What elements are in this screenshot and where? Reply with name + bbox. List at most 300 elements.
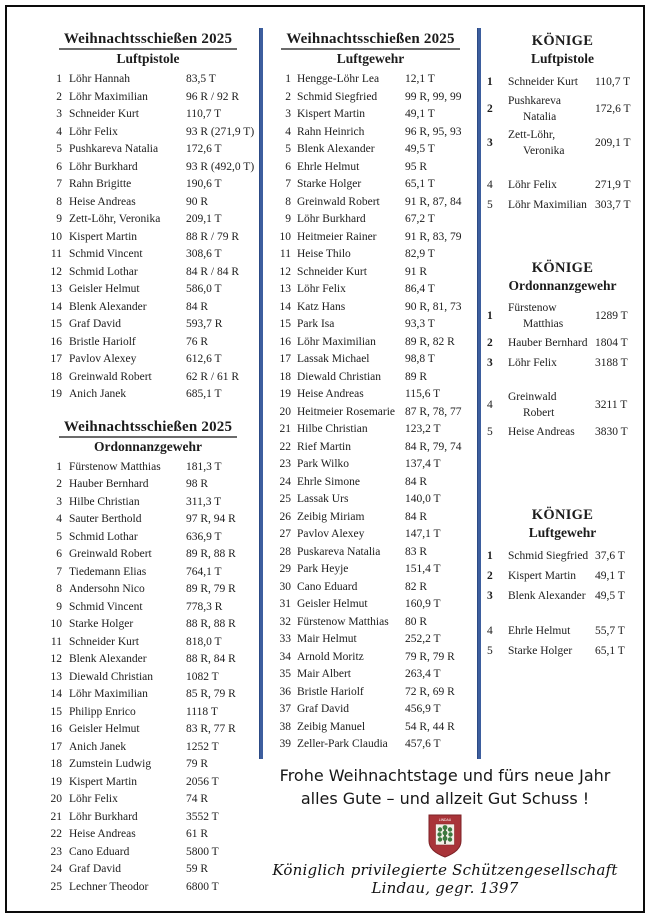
- shooter-name: Blenk Alexander: [69, 300, 147, 313]
- result-row: [269, 281, 472, 299]
- result-row: [38, 246, 258, 264]
- score: 98 R: [186, 478, 209, 490]
- score: 62 R / 61 R: [186, 370, 240, 383]
- koenige-luftgewehr: [487, 506, 638, 662]
- result-row: [38, 351, 258, 369]
- shooter-name: Andersohn Nico: [69, 583, 145, 595]
- section-title: Weihnachtsschießen 2025: [59, 31, 237, 50]
- rank: 1: [487, 310, 493, 322]
- rank: 7: [285, 178, 291, 190]
- lindau-crest-icon: [428, 814, 462, 858]
- result-row: [269, 264, 472, 282]
- section-luftpistole: [38, 30, 258, 404]
- koenige-discipline: Luftpistole: [530, 51, 594, 66]
- result-row: [269, 614, 472, 632]
- shooter-name: Löhr Maximilian: [69, 688, 148, 700]
- section-header: [269, 30, 472, 67]
- rank: 11: [50, 248, 62, 260]
- score: 1118 T: [186, 705, 218, 718]
- shooter-name: Park Isa: [297, 318, 335, 330]
- score: 84 R: [405, 475, 428, 488]
- shooter-name: Hengge-Löhr Lea: [297, 73, 380, 85]
- result-row: [38, 756, 258, 774]
- shooter-name: Sauter Berthold: [69, 513, 142, 525]
- rank: 9: [285, 213, 291, 225]
- shooter-name: Lassak Michael: [297, 353, 370, 365]
- koenige-header: [487, 32, 638, 68]
- result-row: [269, 561, 472, 579]
- result-row: [38, 141, 258, 159]
- shooter-name: Löhr Felix: [297, 283, 346, 295]
- footer: [248, 764, 642, 897]
- rank: 17: [50, 740, 62, 753]
- result-row: [269, 649, 472, 667]
- rank: 13: [50, 670, 62, 683]
- score: 115,6 T: [405, 388, 441, 400]
- rank: 17: [279, 353, 291, 365]
- score: 85 R, 79 R: [186, 688, 236, 700]
- koenige-row: [487, 196, 638, 214]
- result-row: [38, 634, 258, 652]
- score: 91 R, 83, 79: [405, 230, 462, 243]
- shooter-name: Blenk Alexander: [69, 653, 147, 665]
- rank: 2: [487, 337, 493, 349]
- rank: 2: [285, 90, 291, 103]
- score: 98,8 T: [405, 353, 435, 365]
- koenige-discipline: Ordonnanzgewehr: [508, 278, 617, 293]
- result-row: [38, 791, 258, 809]
- rank: 11: [279, 248, 291, 260]
- result-row: [38, 721, 258, 739]
- score: 209,1 T: [595, 137, 631, 149]
- rank: 13: [50, 283, 62, 295]
- result-row: [269, 526, 472, 544]
- score: 457,6 T: [405, 738, 441, 750]
- rank: 8: [285, 195, 291, 208]
- shooter-name: Diewald Christian: [69, 670, 153, 683]
- score: 61 R: [186, 828, 209, 840]
- shooter-name: Lechner Theodor: [69, 880, 149, 893]
- shooter-name: Starke Holger: [69, 618, 134, 630]
- result-row: [269, 491, 472, 509]
- koenige-row: [487, 176, 638, 194]
- shooter-name: Heise Andreas: [69, 828, 136, 840]
- koenige-row: [487, 73, 638, 91]
- result-row: [38, 669, 258, 687]
- rank: 4: [487, 399, 493, 411]
- shooter-name: Heise Andreas: [69, 195, 136, 208]
- score: 90 R, 81, 73: [405, 300, 462, 313]
- rank: 3: [487, 357, 493, 369]
- koenige-title: KÖNIGE: [531, 260, 594, 276]
- section-title: Weihnachtsschießen 2025: [281, 31, 459, 50]
- koenige-row: [487, 587, 638, 605]
- score: 172,6 T: [186, 143, 222, 155]
- shooter-name: Schmid Siegfried: [508, 550, 589, 562]
- section-ordonnanzgewehr: [38, 418, 258, 897]
- score: 49,1 T: [595, 570, 625, 582]
- rank: 25: [279, 493, 291, 505]
- score: 82 R: [405, 580, 428, 593]
- shooter-name: Heise Andreas: [297, 388, 364, 400]
- score: 79 R: [186, 758, 209, 770]
- result-row: [38, 809, 258, 827]
- result-row: [38, 386, 258, 404]
- result-row: [38, 616, 258, 634]
- rank: 7: [56, 178, 62, 190]
- shooter-name: Ehrle Simone: [297, 475, 360, 488]
- shooter-name: Anich Janek: [69, 388, 127, 400]
- shooter-name: Schneider Kurt: [508, 76, 578, 88]
- shooter-name: Rahn Brigitte: [69, 178, 132, 190]
- shooter-name: Rief Martin: [297, 440, 351, 453]
- rank: 21: [279, 423, 291, 435]
- shooter-name: Geisler Helmut: [297, 598, 368, 610]
- koenige-list: [487, 300, 638, 441]
- society-name: Königlich privilegierte Schützengesellschaft Lindau, gegr. 1397: [272, 861, 618, 897]
- koenige-row: [487, 127, 638, 159]
- result-row: [269, 439, 472, 457]
- rank: 11: [50, 635, 62, 648]
- result-row: [38, 176, 258, 194]
- rank: 35: [279, 668, 291, 680]
- rank: 1: [487, 76, 493, 88]
- koenige-row: [487, 389, 638, 421]
- result-row: [269, 421, 472, 439]
- greeting-line-1: Frohe Weihnachtstage und fürs neue Jahr: [279, 766, 611, 785]
- rank: 3: [56, 108, 62, 120]
- score: 80 R: [405, 615, 428, 628]
- column-koenige: [487, 30, 638, 770]
- shooter-name: Greinwald Robert: [508, 391, 557, 419]
- koenige-header: [487, 259, 638, 295]
- rank: 15: [279, 318, 291, 330]
- score: 140,0 T: [405, 493, 441, 505]
- score: 1289 T: [595, 310, 628, 322]
- score: 84 R: [186, 300, 209, 313]
- rank: 1: [285, 73, 291, 85]
- score: 55,7 T: [595, 625, 625, 637]
- result-row: [269, 351, 472, 369]
- score: 90 R: [186, 195, 209, 208]
- result-row: [38, 124, 258, 142]
- result-row: [38, 316, 258, 334]
- rank: 5: [56, 530, 62, 543]
- rank: 8: [56, 583, 62, 595]
- rank: 31: [279, 598, 291, 610]
- score: 99 R, 99, 99: [405, 90, 462, 103]
- shooter-name: Kispert Martin: [508, 570, 577, 582]
- rank: 12: [279, 265, 291, 278]
- score: 123,2 T: [405, 423, 441, 435]
- result-row: [269, 89, 472, 107]
- score: 49,1 T: [405, 108, 435, 120]
- shooter-name: Graf David: [69, 863, 122, 875]
- shooter-name: Schneider Kurt: [69, 635, 139, 648]
- result-row: [269, 106, 472, 124]
- shooter-name: Schneider Kurt: [297, 265, 367, 278]
- rank: 22: [279, 440, 291, 453]
- shooter-name: Philipp Enrico: [69, 705, 136, 718]
- shooter-name: Geisler Helmut: [69, 283, 140, 295]
- rank: 33: [279, 633, 291, 645]
- rank: 4: [487, 179, 493, 191]
- score: 172,6 T: [595, 103, 631, 115]
- koenige-row: [487, 334, 638, 352]
- shooter-name: Starke Holger: [297, 178, 362, 190]
- rank: 3: [487, 137, 493, 149]
- greeting-line-2: alles Gute – und allzeit Gut Schuss !: [300, 789, 590, 808]
- score: 93 R (492,0 T): [186, 160, 255, 173]
- koenige-row: [487, 622, 638, 640]
- result-list-luftpistole: [38, 71, 258, 404]
- column-luftgewehr: [269, 30, 472, 754]
- shooter-name: Greinwald Robert: [69, 370, 152, 383]
- score: 12,1 T: [405, 73, 435, 85]
- score: 311,3 T: [186, 495, 222, 508]
- score: 5800 T: [186, 845, 219, 858]
- shooter-name: Löhr Burkhard: [297, 213, 366, 225]
- score: 89 R, 82 R: [405, 335, 455, 348]
- score: 88 R, 84 R: [186, 653, 236, 665]
- result-row: [269, 124, 472, 142]
- result-row: [38, 264, 258, 282]
- shooter-name: Arnold Moritz: [297, 650, 364, 663]
- result-row: [38, 581, 258, 599]
- rank: 5: [487, 645, 493, 657]
- rank: 24: [279, 475, 291, 488]
- result-row: [269, 176, 472, 194]
- shooter-name: Löhr Felix: [508, 179, 557, 191]
- shooter-name: Katz Hans: [297, 300, 346, 313]
- result-row: [38, 844, 258, 862]
- rank: 19: [50, 775, 62, 788]
- result-row: [269, 596, 472, 614]
- section-discipline: Luftgewehr: [336, 51, 405, 66]
- rank: 5: [285, 143, 291, 155]
- shooter-name: Heitmeier Rosemarie: [297, 405, 396, 418]
- result-row: [38, 739, 258, 757]
- rank: 15: [50, 318, 62, 330]
- shooter-name: Schmid Lothar: [69, 530, 138, 543]
- result-row: [269, 474, 472, 492]
- shooter-name: Hauber Bernhard: [69, 478, 149, 490]
- score: 88 R, 88 R: [186, 618, 236, 630]
- score: 96 R / 92 R: [186, 90, 240, 103]
- rank: 6: [285, 160, 291, 173]
- rank: 2: [56, 90, 62, 103]
- rank: 2: [487, 103, 493, 115]
- score: 271,9 T: [595, 179, 631, 191]
- shooter-name: Cano Eduard: [297, 580, 358, 593]
- shooter-name: Anich Janek: [69, 740, 127, 753]
- rank: 14: [50, 688, 62, 700]
- result-row: [269, 404, 472, 422]
- rank: 10: [279, 230, 291, 243]
- rank: 27: [279, 528, 291, 540]
- score: 110,7 T: [186, 108, 222, 120]
- shooter-name: Geisler Helmut: [69, 723, 140, 735]
- shooter-name: Ehrle Helmut: [297, 160, 360, 173]
- shooter-name: Fürstenow Matthias: [69, 460, 161, 473]
- score: 263,4 T: [405, 668, 441, 680]
- score: 818,0 T: [186, 635, 222, 648]
- rank: 16: [50, 335, 62, 348]
- shooter-name: Park Wilko: [297, 458, 350, 470]
- result-row: [38, 494, 258, 512]
- shooter-name: Hilbe Christian: [297, 423, 368, 435]
- rank: 30: [279, 580, 291, 593]
- result-row: [269, 579, 472, 597]
- rank: 10: [50, 618, 62, 630]
- shooter-name: Löhr Maximilian: [69, 90, 148, 103]
- shooter-name: Löhr Maximilian: [297, 335, 376, 348]
- shooter-name: Löhr Hannah: [69, 73, 130, 85]
- rank: 1: [56, 460, 62, 473]
- koenige-title: KÖNIGE: [531, 33, 594, 49]
- result-row: [38, 281, 258, 299]
- score: 91 R, 87, 84: [405, 195, 462, 208]
- rank: 1: [56, 73, 62, 85]
- rank: 22: [50, 828, 62, 840]
- result-row: [38, 599, 258, 617]
- result-row: [269, 229, 472, 247]
- score: 636,9 T: [186, 530, 222, 543]
- result-row: [38, 369, 258, 387]
- score: 93,3 T: [405, 318, 435, 330]
- score: 593,7 R: [186, 318, 223, 330]
- result-row: [38, 299, 258, 317]
- result-row: [38, 476, 258, 494]
- koenige-row: [487, 354, 638, 372]
- result-row: [269, 666, 472, 684]
- result-row: [269, 736, 472, 754]
- score: 88 R / 79 R: [186, 230, 240, 243]
- score: 49,5 T: [595, 590, 625, 602]
- column-divider-right: [477, 28, 481, 759]
- rank: 8: [56, 195, 62, 208]
- result-row: [269, 701, 472, 719]
- rank: 3: [56, 495, 62, 508]
- shooter-name: Hilbe Christian: [69, 495, 140, 508]
- rank: 20: [279, 405, 291, 418]
- shooter-name: Graf David: [69, 318, 122, 330]
- shooter-name: Heise Thilo: [297, 248, 351, 260]
- score: 764,1 T: [186, 565, 222, 578]
- result-row: [269, 386, 472, 404]
- rank: 23: [50, 845, 62, 858]
- score: 79 R, 79 R: [405, 650, 455, 663]
- score: 97 R, 94 R: [186, 513, 236, 525]
- shooter-name: Bristle Hariolf: [297, 685, 364, 698]
- score: 84 R / 84 R: [186, 265, 240, 278]
- rank: 10: [50, 230, 62, 243]
- result-row: [38, 686, 258, 704]
- score: 83 R, 77 R: [186, 723, 236, 735]
- koenige-discipline: Luftgewehr: [528, 525, 597, 540]
- rank: 6: [56, 548, 62, 560]
- result-row: [269, 194, 472, 212]
- section-discipline: Luftpistole: [116, 51, 180, 66]
- score: 89 R: [405, 370, 428, 383]
- shooter-name: Löhr Maximilian: [508, 199, 587, 211]
- shooter-name: Mair Helmut: [297, 633, 357, 645]
- score: 147,1 T: [405, 528, 441, 540]
- rank: 14: [50, 300, 62, 313]
- rank: 29: [279, 563, 291, 575]
- shooter-name: Löhr Burkhard: [69, 160, 138, 173]
- shooter-name: Cano Eduard: [69, 845, 130, 858]
- shooter-name: Zumstein Ludwig: [69, 758, 152, 770]
- score: 49,5 T: [405, 143, 435, 155]
- result-row: [38, 106, 258, 124]
- shooter-name: Bristle Hariolf: [69, 335, 136, 348]
- result-row: [38, 704, 258, 722]
- rank: 18: [279, 370, 291, 383]
- score: 67,2 T: [405, 213, 435, 225]
- result-row: [269, 456, 472, 474]
- koenige-list: [487, 547, 638, 660]
- result-row: [269, 684, 472, 702]
- shooter-name: Schmid Siegfried: [297, 90, 378, 103]
- score: 93 R (271,9 T): [186, 125, 255, 138]
- rank: 15: [50, 705, 62, 718]
- rank: 36: [279, 685, 291, 698]
- score: 89 R, 88 R: [186, 548, 236, 560]
- rank: 5: [56, 143, 62, 155]
- koenige-row: [487, 642, 638, 660]
- rank: 2: [56, 478, 62, 490]
- score: 76 R: [186, 335, 209, 348]
- rank: 24: [50, 863, 62, 875]
- shooter-name: Schmid Vincent: [69, 248, 143, 260]
- shooter-name: Graf David: [297, 703, 350, 715]
- shooter-name: Fürstenow Matthias: [297, 615, 389, 628]
- result-row: [269, 719, 472, 737]
- shooter-name: Rahn Heinrich: [297, 125, 365, 138]
- shooter-name: Greinwald Robert: [69, 548, 152, 560]
- result-row: [38, 826, 258, 844]
- column-divider-left: [259, 28, 263, 759]
- rank: 32: [279, 615, 291, 628]
- result-row: [38, 194, 258, 212]
- score: 54 R, 44 R: [405, 720, 455, 733]
- rank: 12: [50, 653, 62, 665]
- result-row: [269, 246, 472, 264]
- result-row: [38, 546, 258, 564]
- result-row: [269, 316, 472, 334]
- result-row: [38, 774, 258, 792]
- column-luftpistole-ordonnanz: [38, 30, 258, 896]
- score: 91 R: [405, 265, 428, 278]
- result-row: [38, 529, 258, 547]
- result-row: [38, 511, 258, 529]
- shooter-name: Mair Albert: [297, 668, 351, 680]
- shooter-name: Tiedemann Elias: [69, 565, 147, 578]
- shooter-name: Kispert Martin: [69, 230, 138, 243]
- score: 3552 T: [186, 810, 219, 823]
- rank: 18: [50, 758, 62, 770]
- shooter-name: Schneider Kurt: [69, 108, 139, 120]
- result-row: [38, 459, 258, 477]
- score: 87 R, 78, 77: [405, 405, 462, 418]
- rank: 26: [279, 510, 291, 523]
- koenige-row: [487, 300, 638, 332]
- section-title: Weihnachtsschießen 2025: [59, 419, 237, 438]
- result-row: [38, 89, 258, 107]
- rank: 3: [487, 590, 493, 602]
- result-row: [269, 299, 472, 317]
